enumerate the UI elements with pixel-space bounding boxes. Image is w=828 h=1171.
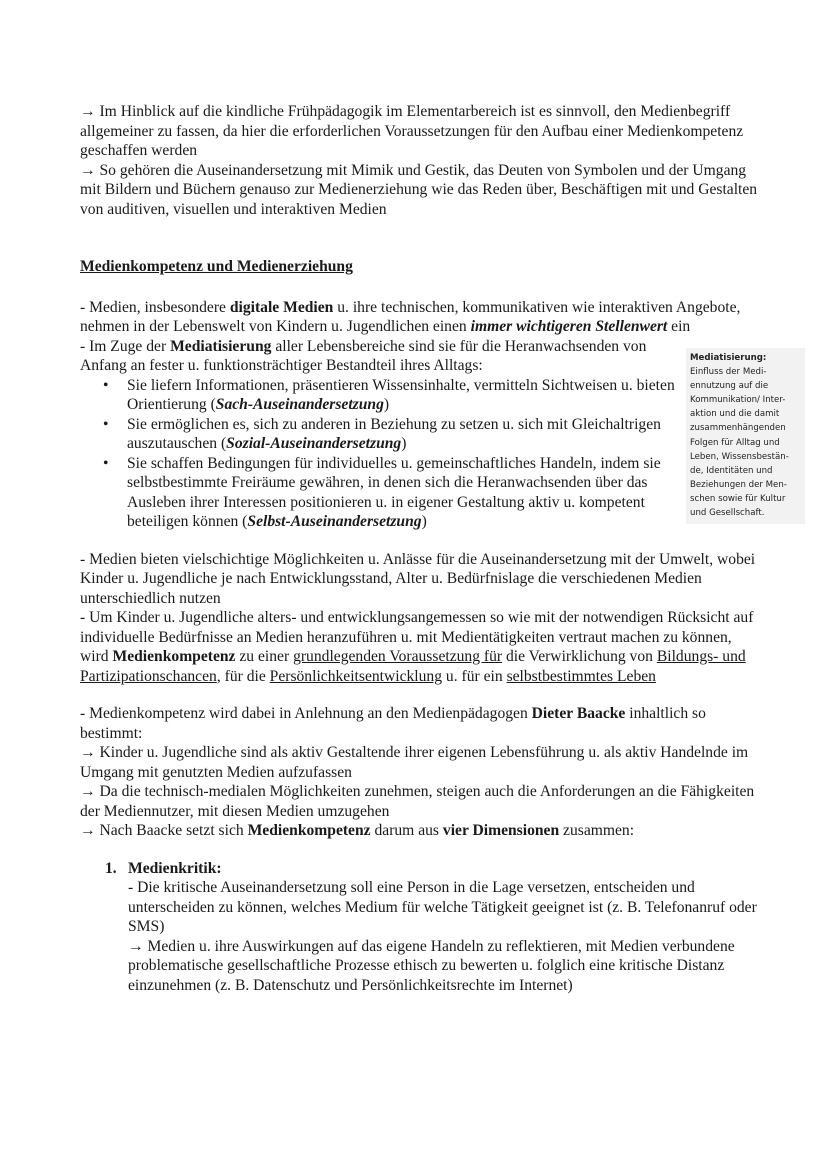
bullet-list bbox=[80, 376, 760, 532]
paragraph-baacke: - Medienkompetenz wird dabei in Anlehnung an den Medienpädagogen Dieter Baacke inhaltlich so bestimmt: bbox=[80, 705, 706, 742]
list-item-text-2: → Medien u. ihre Auswirkungen auf das eigene Handeln zu reflektieren, mit Medien verbundene problematische gesellschaftliche Prozesse ethisch zu bewerten u. folglich eine kritische Distanz einzunehmen (z. B. Datenschutz und Persönlichkeitsrechte im Internet) bbox=[128, 937, 735, 994]
numbered-list bbox=[80, 859, 760, 996]
sidebar-line: Folgen für Alltag und bbox=[690, 437, 780, 448]
list-item: • Sie liefern Informationen, präsentieren Wissensinhalte, vermitteln Sichtweisen u. bieten Orientierung (Sach-Auseinandersetzung) bbox=[127, 376, 680, 415]
intro-paragraph-2: → So gehören die Auseinandersetzung mit Mimik und Gestik, das Deuten von Symbolen und der Umgang mit Bildern und Büchern genauso zur Medienerziehung wie das Reden über, Beschäftigen mit und Gestalten von auditiven, visuellen und interaktiven Medien bbox=[80, 161, 758, 218]
list-item: • Sie schaffen Bedingungen für individuelles u. gemeinschaftliches Handeln, indem sie selbstbestimmte Freiräume gewähren, in denen sich die Heranwachsenden über das Ausleben ihrer Interessen positionieren u. in eigener Gestaltung aktiv u. kompetent beteiligen können (Selbst-Auseinandersetzung) bbox=[127, 454, 687, 532]
sidebar-line: aktion und die damit bbox=[690, 409, 780, 420]
sidebar-line: ennutzung auf die bbox=[690, 381, 769, 392]
sidebar-title: Mediatisierung: bbox=[690, 353, 767, 363]
paragraph-arrow-2: → Da die technisch-medialen Möglichkeiten zunehmen, steigen auch die Anforderungen an die Fähigkeiten der Mediennutzer, mit diesen Medien umzugehen bbox=[80, 783, 755, 820]
intro-paragraph-1: → Im Hinblick auf die kindliche Frühpädagogik im Elementarbereich ist es sinnvoll, den Medienbegriff allgemeiner zu fassen, da hier die erforderlichen Voraussetzungen für den Aufbau einer Medienkompetenz geschaffen werden bbox=[80, 103, 744, 159]
sidebar-line: Leben, Wissensbestän- bbox=[690, 451, 789, 462]
paragraph-digital-media: - Medien, insbesondere digitale Medien u. ihre technischen, kommunikativen wie interaktiven Angebote, nehmen in der Lebenswelt von Kindern u. Jugendlichen einen immer wichtigeren Stellenwert ein bbox=[80, 298, 741, 335]
sidebar-line: schen sowie für Kultur bbox=[690, 493, 786, 504]
sidebar-line: zusammenhängenden bbox=[690, 423, 786, 434]
sidebar-line: Beziehungen der Men- bbox=[690, 479, 787, 490]
paragraph-media-possibilities: - Medien bieten vielschichtige Möglichkeiten u. Anlässe für die Auseinandersetzung mit der Umwelt, wobei Kinder u. Jugendliche je nach Entwicklungsstand, Alter u. Bedürfnislage die verschiedenen Medien unterschiedlich nutzen bbox=[80, 550, 756, 607]
list-item: • Sie ermöglichen es, sich zu anderen in Beziehung zu setzen u. sich mit Gleichaltrigen auszutauschen (Sozial-Auseinandersetzung) bbox=[127, 415, 680, 454]
paragraph-arrow-3: → Nach Baacke setzt sich Medienkompetenz darum aus vier Dimensionen zusammen: bbox=[80, 822, 635, 839]
list-item-medienkritik bbox=[105, 859, 760, 996]
sidebar-line: de, Identitäten und bbox=[690, 465, 773, 476]
list-number: 1. bbox=[105, 859, 117, 877]
paragraph-mediatisierung: - Im Zuge der Mediatisierung aller Lebensbereiche sind sie für die Heranwachsenden von Anfang an fester u. funktionsträchtiger Bestandteil ihres Alltags: bbox=[80, 337, 647, 374]
sidebar-line: Kommunikation/ Inter- bbox=[690, 395, 786, 406]
sidebar-line: Einfluss der Medi- bbox=[690, 367, 767, 378]
paragraph-medienkompetenz: - Um Kinder u. Jugendliche alters- und entwicklungsangemessen so wie mit der notwendigen Rücksicht auf individuelle Bedürfnisse an Medien heranzuführen u. mit Medientätigkeiten vertraut machen zu können, wird Medienkompetenz zu einer grundlegenden Voraussetzung für die Verwirklichung von Bildungs- und Partizipationschancen, für die Persönlichkeitsentwicklung u. für ein selbstbestimmtes Leben bbox=[80, 609, 754, 685]
list-item-title: Medienkritik: bbox=[128, 859, 222, 877]
paragraph-arrow-1: → Kinder u. Jugendliche sind als aktiv Gestaltende ihrer eigenen Lebensführung u. als aktiv Handelnde im Umgang mit genutzten Medien aufzufassen bbox=[80, 744, 749, 781]
list-item-text-1: - Die kritische Auseinandersetzung soll eine Person in die Lage versetzen, entscheiden und unterscheiden zu können, welches Medium für welche Tätigkeit geeignet ist (z. B. Telefonanruf oder SMS) bbox=[128, 879, 757, 935]
sidebar-line: und Gesellschaft. bbox=[690, 508, 765, 519]
section-heading: Medienkompetenz und Medienerziehung bbox=[80, 258, 353, 275]
document-body bbox=[80, 102, 760, 995]
sidebar-definition-box bbox=[686, 348, 805, 524]
